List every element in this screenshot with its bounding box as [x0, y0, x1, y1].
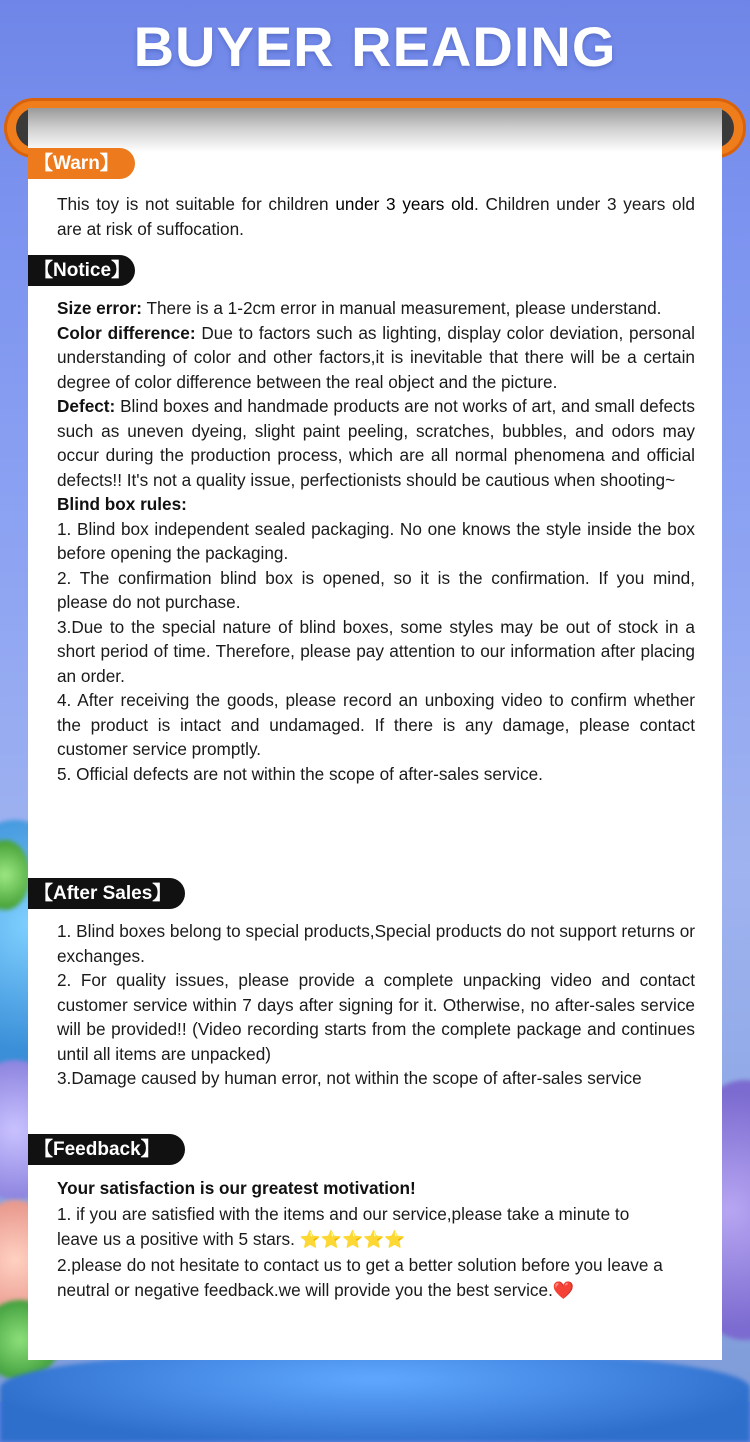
- feedback-item-text: 1. if you are satisfied with the items and our service,please take a minute to leave us a positive with 5 stars.: [57, 1203, 630, 1249]
- after-sales-item: 3.Damage caused by human error, not within the scope of after-sales service: [57, 1068, 642, 1088]
- notice-color-label: Color difference:: [57, 322, 196, 343]
- after-sales-item: 2. For quality issues, please provide a complete unpacking video and contact customer service within 7 days after signing for it. Otherwise, no after-sales service will be provided!! (Video recording starts from the complete package and continues until all items are unpacked): [57, 970, 695, 1064]
- notice-rule: 3.Due to the special nature of blind boxes, some styles may be out of stock in a short period of time. Therefore, please pay attention to our information after placing an order.: [57, 616, 695, 686]
- decor-blue-fur-bottom: [0, 1352, 750, 1442]
- feedback-body: [57, 1176, 669, 1304]
- notice-defect-label: Defect:: [57, 396, 116, 416]
- notice-size-error: [57, 296, 695, 321]
- notice-color-difference: [57, 321, 695, 395]
- notice-rules-heading: Blind box rules:: [57, 494, 187, 514]
- notice-color-text: Due to factors such as lighting, display color deviation, personal understanding of color and other factors,it is inevitable that there will be a certain degree of color difference between the real object and the picture.: [57, 322, 695, 392]
- page-title: BUYER READING: [133, 15, 617, 78]
- notice-size-label: Size error:: [57, 298, 143, 318]
- feedback-item: [57, 1253, 669, 1304]
- after-sales-item: 1. Blind boxes belong to special products,Special products do not support returns or exchanges.: [57, 921, 695, 966]
- notice-rule: 5. Official defects are not within the scope of after-sales service.: [57, 763, 543, 784]
- heart-icon: ❤️: [552, 1280, 575, 1300]
- section-label-feedback: 【Feedback】: [28, 1134, 185, 1165]
- warn-text-emphasis: under 3 years old: [335, 194, 475, 214]
- after-sales-body: [57, 919, 695, 1091]
- feedback-item: [57, 1202, 669, 1253]
- warn-text-part: . Children under 3 years old are at risk of suffocation.: [57, 194, 695, 239]
- notice-body: [57, 296, 695, 786]
- feedback-item-text: 2.please do not hesitate to contact us to get a better solution before you leave a neutral or negative feedback.we will provide you the best service.: [57, 1254, 663, 1300]
- section-label-after-sales: 【After Sales】: [28, 878, 185, 909]
- section-label-warn: 【Warn】: [28, 148, 135, 179]
- notice-rule: 4. After receiving the goods, please record an unboxing video to confirm whether the product is intact and undamaged. If there is any damage, please contact customer service promptly.: [57, 690, 695, 759]
- notice-defect: [57, 394, 695, 492]
- warn-text-part: This toy is not suitable for children: [57, 194, 336, 214]
- notice-defect-text: Blind boxes and handmade products are not works of art, and small defects such as uneven dyeing, slight paint peeling, scratches, bubbles, and odors may occur during the production process, which are all normal phenomena and official defects!! It's not a quality issue, perfectionists should be cautious when shooting~: [57, 396, 695, 490]
- notice-rule: 1. Blind box independent sealed packaging. No one knows the style inside the box before opening the packaging.: [57, 518, 695, 563]
- star-icon: ⭐⭐⭐⭐⭐: [299, 1230, 406, 1249]
- feedback-headline: Your satisfaction is our greatest motivation!: [57, 1178, 416, 1198]
- notice-rule: 2. The confirmation blind box is opened, so it is the confirmation. If you mind, please do not purchase.: [57, 567, 695, 612]
- section-label-notice: 【Notice】: [28, 255, 135, 286]
- warn-text: [57, 192, 695, 241]
- notice-size-text: There is a 1-2cm error in manual measurement, please understand.: [142, 298, 662, 318]
